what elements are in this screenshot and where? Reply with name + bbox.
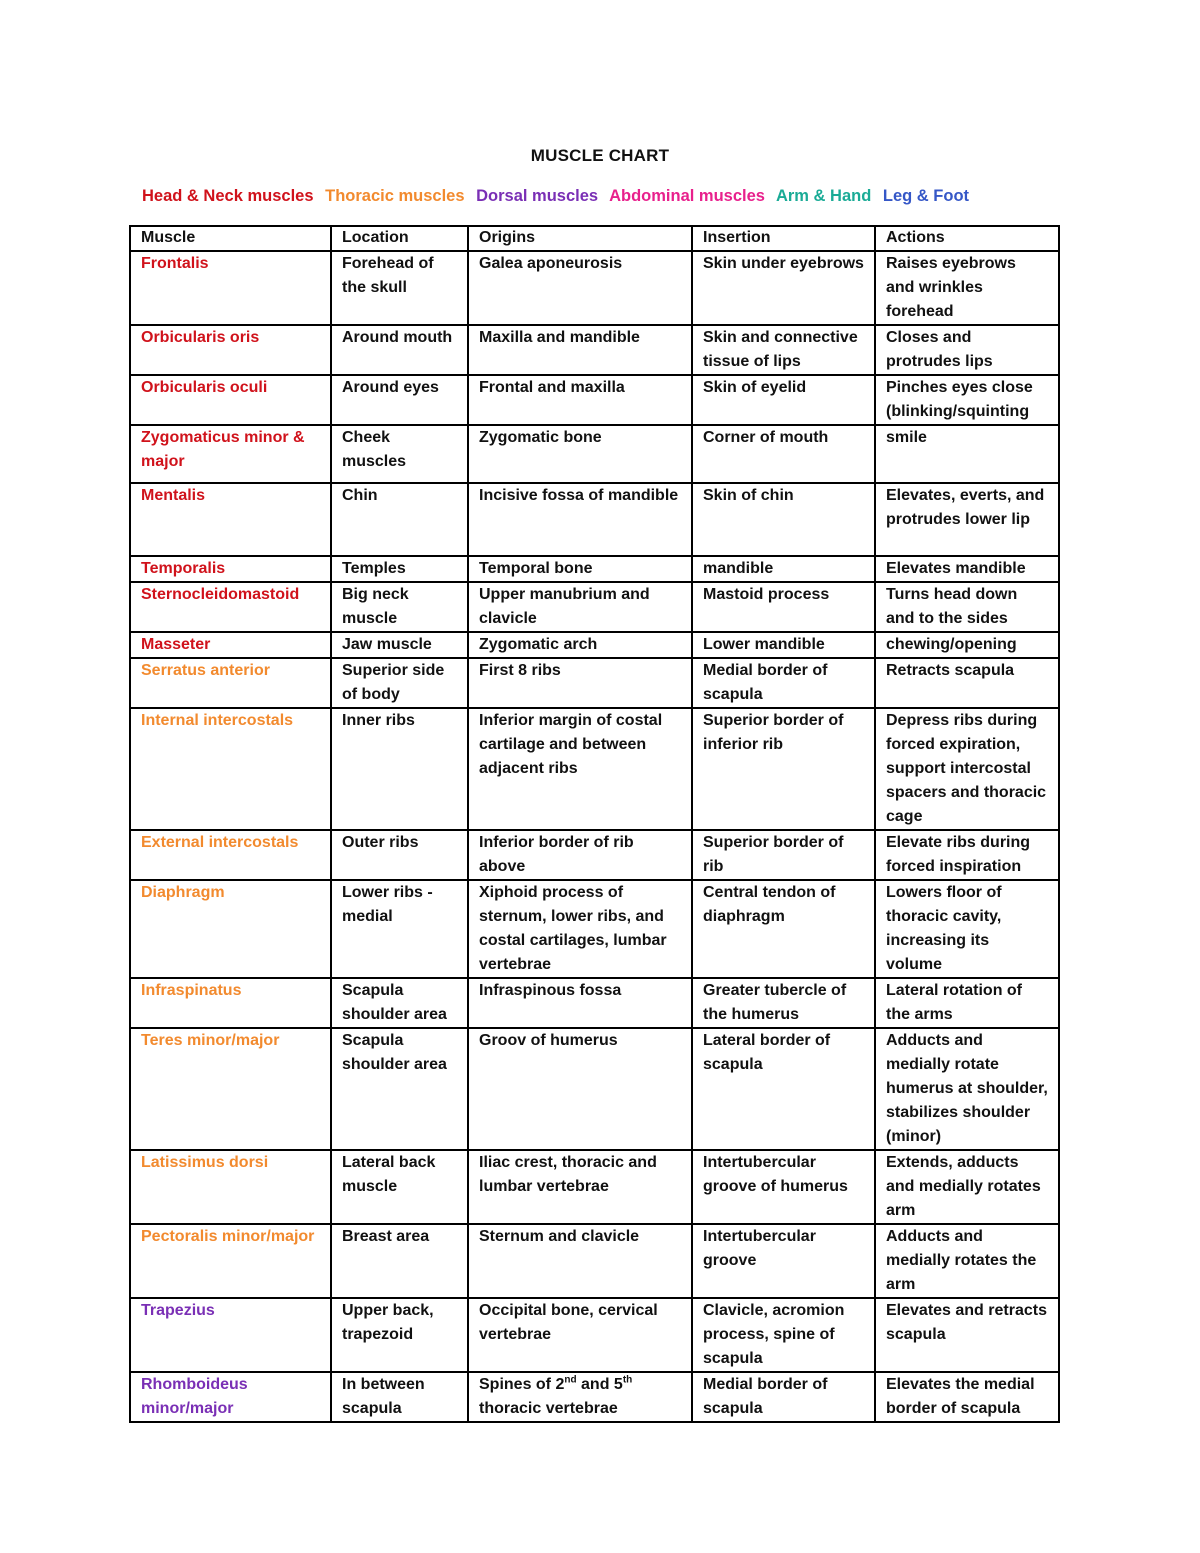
- muscle-name: Trapezius: [130, 1298, 331, 1372]
- insertion-cell: Corner of mouth: [692, 425, 875, 483]
- origins-cell: Iliac crest, thoracic and lumbar vertebrae: [468, 1150, 692, 1224]
- muscle-name: Temporalis: [130, 556, 331, 582]
- muscle-name: Zygomaticus minor & major: [130, 425, 331, 483]
- table-row: [130, 251, 1059, 325]
- location-cell: In between scapula: [331, 1372, 468, 1422]
- header-origins: Origins: [468, 226, 692, 251]
- origins-cell: Upper manubrium and clavicle: [468, 582, 692, 632]
- actions-cell: Lowers floor of thoracic cavity, increasing its volume: [875, 880, 1059, 978]
- insertion-cell: Intertubercular groove of humerus: [692, 1150, 875, 1224]
- table-row: [130, 830, 1059, 880]
- origins-cell: Maxilla and mandible: [468, 325, 692, 375]
- origins-cell: [468, 1372, 692, 1422]
- origins-text: thoracic vertebrae: [479, 1400, 618, 1417]
- muscle-name: Teres minor/major: [130, 1028, 331, 1150]
- muscle-name: Infraspinatus: [130, 978, 331, 1028]
- muscle-name: Diaphragm: [130, 880, 331, 978]
- legend-thoracic: Thoracic muscles: [325, 187, 465, 205]
- table-row: [130, 325, 1059, 375]
- table-row: [130, 425, 1059, 483]
- location-cell: Jaw muscle: [331, 632, 468, 658]
- muscle-name: Orbicularis oris: [130, 325, 331, 375]
- muscle-name: External intercostals: [130, 830, 331, 880]
- muscle-name: Rhomboideus minor/major: [130, 1372, 331, 1422]
- table-row: [130, 978, 1059, 1028]
- insertion-cell: Intertubercular groove: [692, 1224, 875, 1298]
- location-cell: Chin: [331, 483, 468, 556]
- location-cell: Upper back, trapezoid: [331, 1298, 468, 1372]
- table-row: [130, 375, 1059, 425]
- location-cell: Around mouth: [331, 325, 468, 375]
- insertion-cell: Skin and connective tissue of lips: [692, 325, 875, 375]
- location-cell: Inner ribs: [331, 708, 468, 830]
- insertion-cell: mandible: [692, 556, 875, 582]
- table-row: [130, 1298, 1059, 1372]
- table-row: [130, 632, 1059, 658]
- location-cell: Big neck muscle: [331, 582, 468, 632]
- origins-cell: Galea aponeurosis: [468, 251, 692, 325]
- insertion-cell: Superior border of rib: [692, 830, 875, 880]
- insertion-cell: Medial border of scapula: [692, 658, 875, 708]
- actions-cell: Elevates, everts, and protrudes lower lip: [875, 483, 1059, 556]
- legend-dorsal: Dorsal muscles: [476, 187, 599, 205]
- table-row: [130, 708, 1059, 830]
- location-cell: Scapula shoulder area: [331, 1028, 468, 1150]
- muscle-name: Internal intercostals: [130, 708, 331, 830]
- origins-cell: Groov of humerus: [468, 1028, 692, 1150]
- location-cell: Around eyes: [331, 375, 468, 425]
- location-cell: Forehead of the skull: [331, 251, 468, 325]
- actions-cell: Elevates the medial border of scapula: [875, 1372, 1059, 1422]
- actions-cell: Lateral rotation of the arms: [875, 978, 1059, 1028]
- insertion-cell: Superior border of inferior rib: [692, 708, 875, 830]
- insertion-cell: Skin under eyebrows: [692, 251, 875, 325]
- actions-cell: Extends, adducts and medially rotates arm: [875, 1150, 1059, 1224]
- actions-cell: chewing/opening: [875, 632, 1059, 658]
- muscle-name: Frontalis: [130, 251, 331, 325]
- legend-abdominal: Abdominal muscles: [609, 187, 765, 205]
- origins-cell: Inferior border of rib above: [468, 830, 692, 880]
- actions-cell: Elevate ribs during forced inspiration: [875, 830, 1059, 880]
- insertion-cell: Skin of eyelid: [692, 375, 875, 425]
- table-row: [130, 483, 1059, 556]
- origins-cell: Inferior margin of costal cartilage and between adjacent ribs: [468, 708, 692, 830]
- origins-cell: Occipital bone, cervical vertebrae: [468, 1298, 692, 1372]
- muscle-name: Serratus anterior: [130, 658, 331, 708]
- insertion-cell: Medial border of scapula: [692, 1372, 875, 1422]
- muscle-name: Latissimus dorsi: [130, 1150, 331, 1224]
- muscle-name: Orbicularis oculi: [130, 375, 331, 425]
- origins-text: and 5: [576, 1376, 623, 1393]
- header-muscle: Muscle: [130, 226, 331, 251]
- origins-cell: First 8 ribs: [468, 658, 692, 708]
- location-cell: Breast area: [331, 1224, 468, 1298]
- location-cell: Scapula shoulder area: [331, 978, 468, 1028]
- actions-cell: Closes and protrudes lips: [875, 325, 1059, 375]
- legend-head-neck: Head & Neck muscles: [142, 187, 314, 205]
- table-row: [130, 1372, 1059, 1422]
- table-row: [130, 658, 1059, 708]
- table-row: [130, 1028, 1059, 1150]
- insertion-cell: Greater tubercle of the humerus: [692, 978, 875, 1028]
- insertion-cell: Lower mandible: [692, 632, 875, 658]
- table-row: [130, 880, 1059, 978]
- location-cell: Superior side of body: [331, 658, 468, 708]
- actions-cell: Pinches eyes close (blinking/squinting: [875, 375, 1059, 425]
- muscle-name: Mentalis: [130, 483, 331, 556]
- table-row: [130, 582, 1059, 632]
- page-title: MUSCLE CHART: [530, 146, 670, 165]
- insertion-cell: Mastoid process: [692, 582, 875, 632]
- actions-cell: smile: [875, 425, 1059, 483]
- muscle-name: Masseter: [130, 632, 331, 658]
- insertion-cell: Skin of chin: [692, 483, 875, 556]
- legend-leg-foot: Leg & Foot: [882, 187, 970, 205]
- origins-cell: Infraspinous fossa: [468, 978, 692, 1028]
- ordinal-superscript: th: [622, 1374, 633, 1386]
- table-row: [130, 556, 1059, 582]
- location-cell: Lateral back muscle: [331, 1150, 468, 1224]
- actions-cell: Adducts and medially rotate humerus at shoulder, stabilizes shoulder (minor): [875, 1028, 1059, 1150]
- insertion-cell: Central tendon of diaphragm: [692, 880, 875, 978]
- location-cell: Cheek muscles: [331, 425, 468, 483]
- actions-cell: Retracts scapula: [875, 658, 1059, 708]
- insertion-cell: Lateral border of scapula: [692, 1028, 875, 1150]
- table-row: [130, 1150, 1059, 1224]
- origins-cell: Incisive fossa of mandible: [468, 483, 692, 556]
- origins-cell: Zygomatic bone: [468, 425, 692, 483]
- origins-cell: Temporal bone: [468, 556, 692, 582]
- origins-cell: Frontal and maxilla: [468, 375, 692, 425]
- muscle-table: [129, 225, 1060, 1423]
- actions-cell: Elevates and retracts scapula: [875, 1298, 1059, 1372]
- header-actions: Actions: [875, 226, 1059, 251]
- insertion-cell: Clavicle, acromion process, spine of scapula: [692, 1298, 875, 1372]
- ordinal-superscript: nd: [564, 1374, 577, 1386]
- table-body: [130, 251, 1059, 1422]
- table-row: [130, 1224, 1059, 1298]
- color-legend: [142, 187, 976, 206]
- origins-text: Spines of 2: [479, 1376, 565, 1393]
- header-insertion: Insertion: [692, 226, 875, 251]
- legend-arm-hand: Arm & Hand: [775, 187, 872, 205]
- actions-cell: Turns head down and to the sides: [875, 582, 1059, 632]
- origins-cell: Zygomatic arch: [468, 632, 692, 658]
- origins-cell: Sternum and clavicle: [468, 1224, 692, 1298]
- actions-cell: Adducts and medially rotates the arm: [875, 1224, 1059, 1298]
- header-location: Location: [331, 226, 468, 251]
- location-cell: Outer ribs: [331, 830, 468, 880]
- actions-cell: Depress ribs during forced expiration, support intercostal spacers and thoracic cage: [875, 708, 1059, 830]
- location-cell: Lower ribs - medial: [331, 880, 468, 978]
- actions-cell: Elevates mandible: [875, 556, 1059, 582]
- muscle-name: Sternocleidomastoid: [130, 582, 331, 632]
- actions-cell: Raises eyebrows and wrinkles forehead: [875, 251, 1059, 325]
- origins-cell: Xiphoid process of sternum, lower ribs, and costal cartilages, lumbar vertebrae: [468, 880, 692, 978]
- table-header-row: [130, 226, 1059, 251]
- location-cell: Temples: [331, 556, 468, 582]
- muscle-name: Pectoralis minor/major: [130, 1224, 331, 1298]
